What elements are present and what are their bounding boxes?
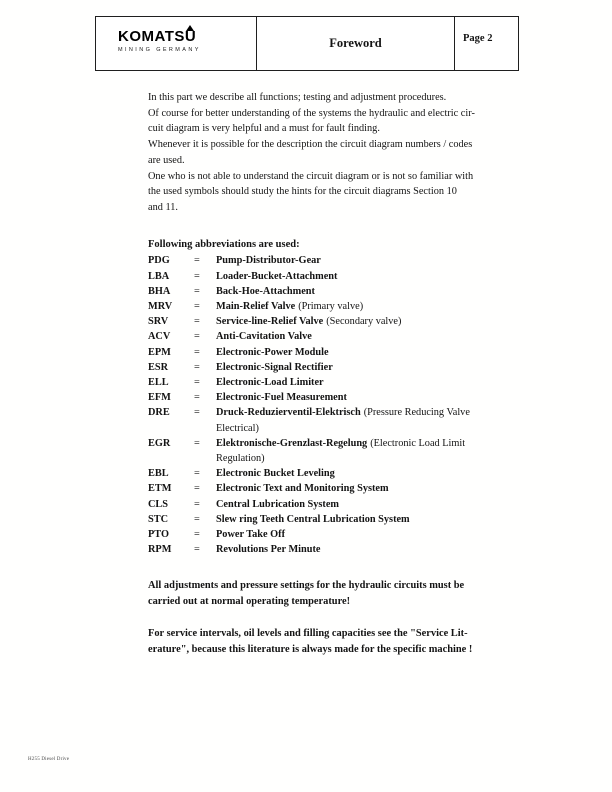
abbreviation-definition: [216, 375, 514, 390]
definition-note: (Secondary valve): [326, 316, 402, 328]
intro-line: Of course for better understanding of the systems the hydraulic and electric cir-: [148, 107, 475, 119]
equals-sign: =: [194, 498, 200, 510]
definition-main: Electronic Text and Monitoring System: [216, 483, 389, 495]
definition-main: Electronic Bucket Leveling: [216, 468, 335, 480]
abbreviation-code: BHA: [148, 285, 171, 297]
abbreviation-code: ELL: [148, 376, 169, 388]
abbreviation-definition: [216, 314, 514, 329]
intro-line: are used.: [148, 154, 185, 166]
header-title-cell: [256, 17, 454, 70]
definition-main: Pump-Distributor-Gear: [216, 255, 321, 267]
abbreviation-definition: [216, 527, 514, 542]
definition-main: Electronic-Signal Rectifier: [216, 361, 333, 373]
definition-main: Service-line-Relief Valve: [216, 316, 324, 328]
notice-line: erature", because this literature is always made for the specific machine !: [148, 643, 473, 655]
definition-main: Central Lubrication System: [216, 498, 339, 510]
equals-sign: =: [194, 270, 200, 282]
definition-main: Elektronische-Grenzlast-Regelung: [216, 437, 368, 449]
equals-sign: =: [194, 316, 200, 328]
intro-line: Whenever it is possible for the description the circuit diagram numbers / codes: [148, 139, 473, 151]
page-number: Page 2: [463, 33, 493, 44]
page-body: [148, 90, 514, 657]
equals-sign: =: [194, 361, 200, 373]
notice-service-literature: [148, 626, 514, 657]
abbreviation-definition: [216, 299, 514, 314]
equals-sign: =: [194, 483, 200, 495]
abbreviation-definition: [216, 390, 514, 405]
abbreviation-row: [148, 314, 514, 329]
abbreviation-code: CLS: [148, 498, 169, 510]
definition-main: Slew ring Teeth Central Lubrication System: [216, 513, 410, 525]
abbreviation-row: [148, 253, 514, 268]
equals-sign: =: [194, 544, 200, 556]
abbreviation-row: [148, 299, 514, 314]
definition-main: Electronic-Power Module: [216, 346, 329, 358]
abbreviation-row: [148, 512, 514, 527]
equals-sign: =: [194, 468, 200, 480]
abbreviation-row: [148, 329, 514, 344]
equals-sign: =: [194, 300, 200, 312]
equals-sign: =: [194, 285, 200, 297]
definition-note: (Pressure Reducing Valve Electrical): [216, 407, 470, 434]
abbreviation-code: EFM: [148, 392, 171, 404]
definition-main: Anti-Cavitation Valve: [216, 331, 312, 343]
abbreviation-code: EBL: [148, 468, 169, 480]
abbreviation-row: [148, 375, 514, 390]
abbreviation-definition: [216, 329, 514, 344]
definition-main: Revolutions Per Minute: [216, 544, 321, 556]
equals-sign: =: [194, 376, 200, 388]
definition-main: Electronic-Fuel Measurement: [216, 392, 347, 404]
abbreviation-code: EGR: [148, 437, 171, 449]
abbreviation-definition: [216, 481, 514, 496]
equals-sign: =: [194, 392, 200, 404]
equals-sign: =: [194, 407, 200, 419]
definition-main: Druck-Reduzierventil-Elektrisch: [216, 407, 361, 419]
abbreviation-row: [148, 436, 514, 466]
abbreviation-row: [148, 269, 514, 284]
abbreviation-row: [148, 284, 514, 299]
abbreviation-row: [148, 466, 514, 481]
footer-text: H255 Diesel Drive: [28, 757, 70, 762]
brand-subtitle: MINING GERMANY: [118, 47, 201, 53]
abbreviation-code: SRV: [148, 316, 169, 328]
definition-main: Loader-Bucket-Attachment: [216, 270, 338, 282]
page-title: Foreword: [329, 36, 382, 50]
abbreviation-definition: [216, 436, 514, 466]
abbreviation-definition: [216, 253, 514, 268]
abbreviation-code: ACV: [148, 331, 171, 343]
equals-sign: =: [194, 528, 200, 540]
abbreviation-code: MRV: [148, 300, 173, 312]
abbreviation-definition: [216, 269, 514, 284]
definition-main: Back-Hoe-Attachment: [216, 285, 315, 297]
page-header: [95, 16, 519, 71]
abbreviation-definition: [216, 284, 514, 299]
intro-paragraphs: [148, 90, 514, 216]
abbreviation-row: [148, 497, 514, 512]
equals-sign: =: [194, 331, 200, 343]
abbreviation-code: STC: [148, 513, 169, 525]
definition-note: (Primary valve): [298, 300, 364, 312]
abbreviation-definition: [216, 512, 514, 527]
equals-sign: =: [194, 437, 200, 449]
abbreviation-code: ESR: [148, 361, 169, 373]
abbreviation-definition: [216, 345, 514, 360]
komatsu-logo: [96, 17, 256, 70]
notice-operating-temperature: [148, 578, 514, 609]
abbreviation-code: ETM: [148, 483, 172, 495]
notice-line: For service intervals, oil levels and filling capacities see the "Service Lit-: [148, 627, 468, 639]
abbreviation-definition: [216, 360, 514, 375]
abbreviation-code: PTO: [148, 528, 169, 540]
definition-main: Power Take Off: [216, 528, 286, 540]
abbreviation-code: RPM: [148, 544, 172, 556]
abbreviations-heading: Following abbreviations are used:: [148, 238, 300, 250]
abbreviation-row: [148, 527, 514, 542]
abbreviation-definition: [216, 405, 514, 435]
abbreviation-definition: [216, 542, 514, 557]
abbreviation-row: [148, 345, 514, 360]
definition-main: Main-Relief Valve: [216, 300, 296, 312]
abbreviation-code: LBA: [148, 270, 170, 282]
brand-text: KOMATSU: [118, 28, 197, 45]
abbreviation-row: [148, 481, 514, 496]
abbreviation-row: [148, 405, 514, 435]
intro-line: One who is not able to understand the circuit diagram or is not so familiar with: [148, 170, 474, 182]
intro-line: cuit diagram is very helpful and a must for fault finding.: [148, 123, 380, 135]
abbreviation-code: EPM: [148, 346, 171, 358]
equals-sign: =: [194, 346, 200, 358]
intro-line: In this part we describe all functions; testing and adjustment procedures.: [148, 92, 447, 103]
equals-sign: =: [194, 513, 200, 525]
notice-line: All adjustments and pressure settings for the hydraulic circuits must be: [148, 580, 465, 592]
notice-line: carried out at normal operating temperature!: [148, 596, 351, 608]
abbreviation-definition: [216, 497, 514, 512]
definition-note: (Electronic Load Limit Regulation): [216, 437, 466, 464]
abbreviation-code: PDG: [148, 255, 170, 267]
komatsu-triangle-icon: [186, 25, 194, 31]
header-page-cell: [454, 17, 518, 70]
abbreviations-list: [148, 253, 514, 557]
abbreviation-row: [148, 390, 514, 405]
intro-line: and 11.: [148, 201, 178, 213]
equals-sign: =: [194, 255, 200, 267]
abbreviation-code: DRE: [148, 407, 170, 419]
intro-line: the used symbols should study the hints for the circuit diagrams Section 10: [148, 186, 457, 198]
abbreviation-row: [148, 542, 514, 557]
abbreviation-row: [148, 360, 514, 375]
definition-main: Electronic-Load Limiter: [216, 376, 324, 388]
abbreviation-definition: [216, 466, 514, 481]
